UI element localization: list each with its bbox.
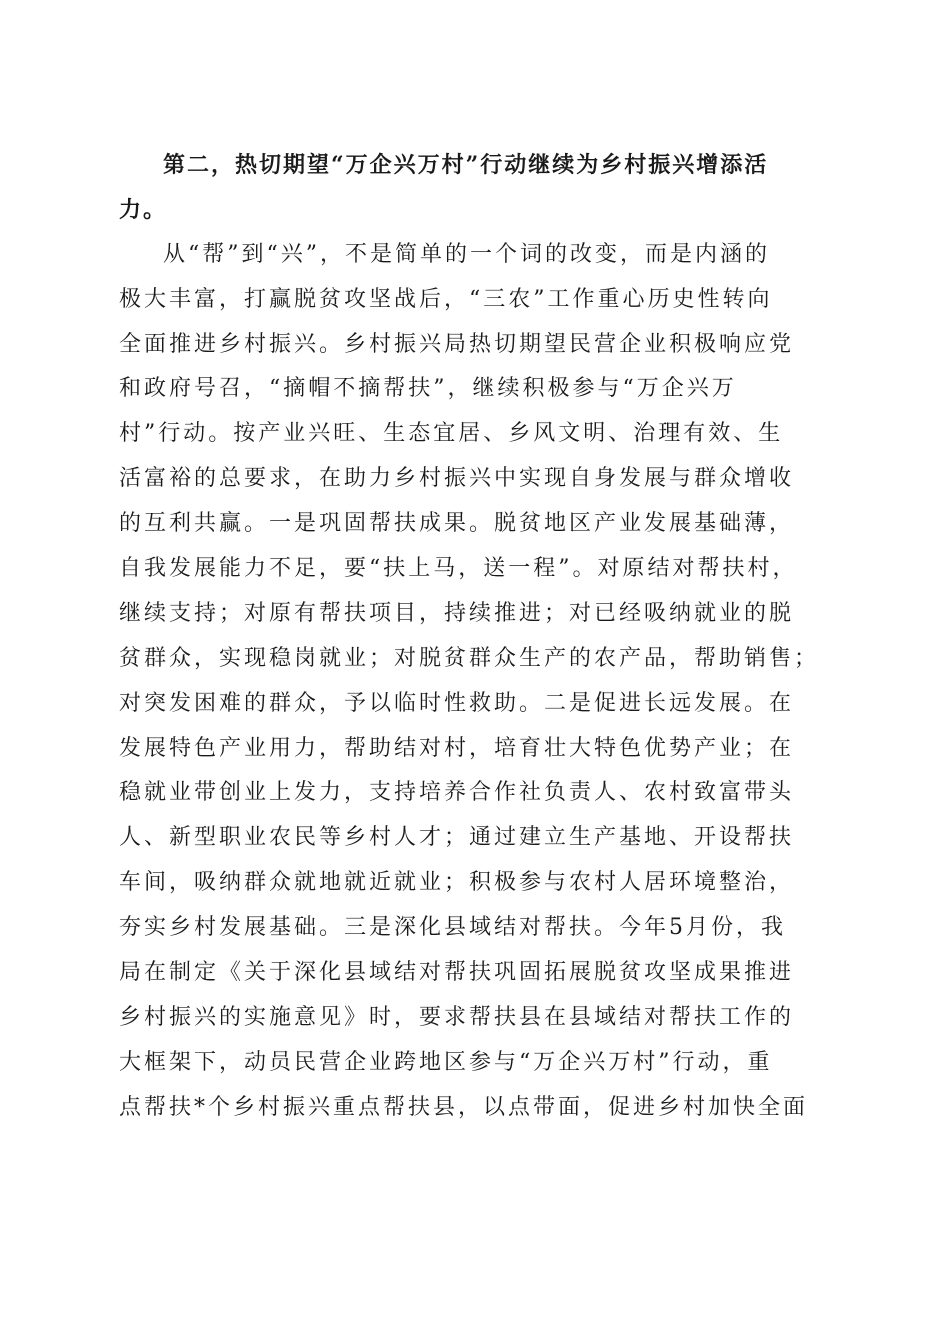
section-heading-line-2: 力。 [119, 196, 168, 223]
section-heading-line-1: 第二，热切期望“万企兴万村”行动继续为乡村振兴增添活 [163, 152, 769, 178]
body-line: 车间，吸纳群众就地就近就业；积极参与农村人居环境整治， [119, 870, 795, 896]
body-line: 人、新型职业农民等乡村人才；通过建立生产基地、开设帮扶 [119, 825, 795, 851]
body-line: 对突发困难的群众，予以临时性救助。二是促进长远发展。在 [119, 690, 795, 716]
body-line: 贫群众，实现稳岗就业；对脱贫群众生产的农产品，帮助销售； [119, 645, 820, 671]
body-line: 从“帮”到“兴”，不是简单的一个词的改变，而是内涵的 [163, 241, 770, 267]
body-line: 点帮扶*个乡村振兴重点帮扶县，以点带面，促进乡村加快全面 [119, 1094, 809, 1120]
body-line: 继续支持；对原有帮扶项目，持续推进；对已经吸纳就业的脱 [119, 600, 795, 626]
body-line: 活富裕的总要求，在助力乡村振兴中实现自身发展与群众增收 [119, 466, 795, 492]
body-line: 大框架下，动员民营企业跨地区参与“万企兴万村”行动，重 [119, 1049, 773, 1075]
body-line: 局在制定《关于深化县域结对帮扶巩固拓展脱贫攻坚成果推进 [119, 960, 795, 986]
body-line: 极大丰富，打赢脱贫攻坚战后，“三农”工作重心历史性转向 [119, 286, 773, 312]
body-line: 的互利共赢。一是巩固帮扶成果。脱贫地区产业发展基础薄， [119, 511, 795, 537]
body-line: 自我发展能力不足，要“扶上马，送一程”。对原结对帮扶村， [119, 556, 798, 582]
document-text [119, 143, 830, 1131]
body-line: 乡村振兴的实施意见》时，要求帮扶县在县域结对帮扶工作的 [119, 1004, 795, 1030]
body-line: 和政府号召，“摘帽不摘帮扶”，继续积极参与“万企兴万 [119, 376, 737, 402]
body-line: 发展特色产业用力，帮助结对村，培育壮大特色优势产业；在 [119, 735, 795, 761]
body-line: 村”行动。按产业兴旺、生态宜居、乡风文明、治理有效、生 [119, 421, 784, 447]
body-line: 全面推进乡村振兴。乡村振兴局热切期望民营企业积极响应党 [119, 331, 795, 357]
body-line: 夯实乡村发展基础。三是深化县域结对帮扶。今年5月份，我 [119, 915, 786, 941]
body-line: 稳就业带创业上发力，支持培养合作社负责人、农村致富带头 [119, 780, 795, 806]
